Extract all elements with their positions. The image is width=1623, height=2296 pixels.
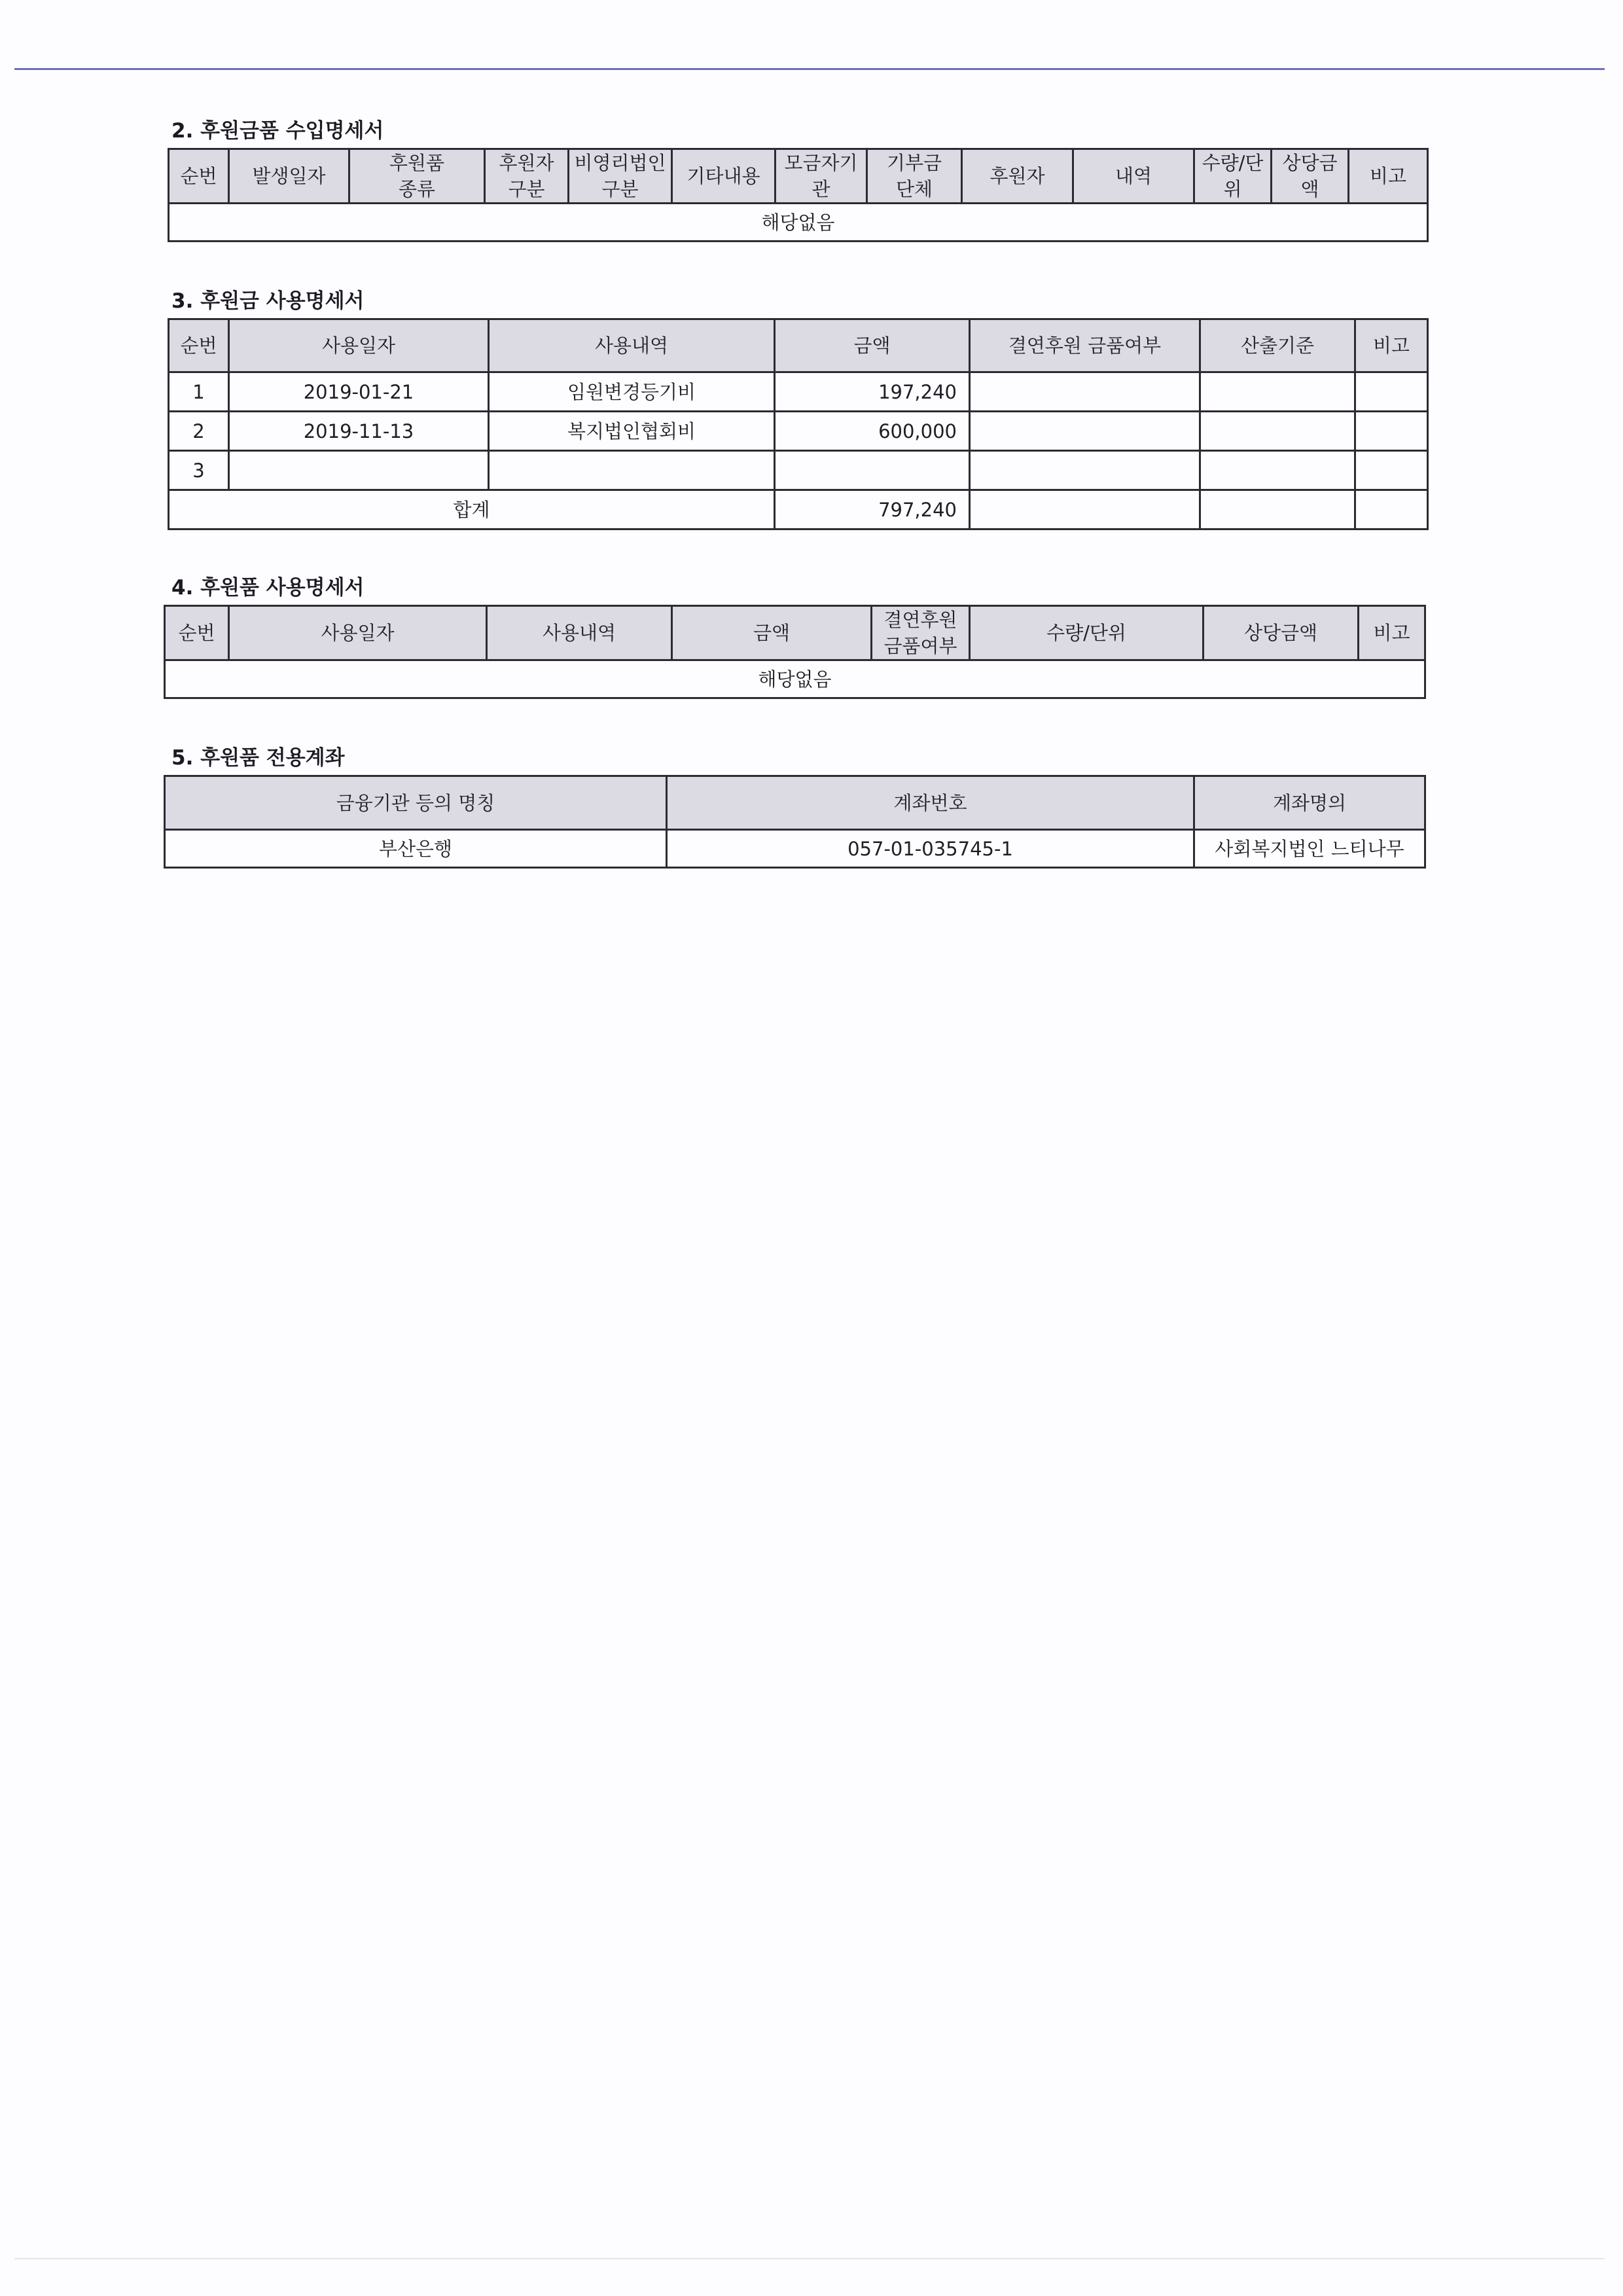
col-header: 사용내역 <box>489 319 775 372</box>
section-dedicated-account <box>164 738 1427 876</box>
table-row <box>169 412 1428 451</box>
account-holder: 사회복지법인 느티나무 <box>1194 830 1425 868</box>
total-label: 합계 <box>169 490 775 529</box>
calc-basis <box>1200 451 1355 490</box>
col-header: 기타내용 <box>672 149 776 204</box>
usage-amount <box>775 451 970 490</box>
col-header: 발생일자 <box>229 149 349 204</box>
col-header: 순번 <box>169 319 229 372</box>
bottom-rule <box>14 2258 1605 2259</box>
col-header: 결연후원 금품여부 <box>872 606 970 660</box>
goods-usage-table <box>164 605 1426 699</box>
section-title: 3. 후원금 사용명세서 <box>171 289 365 313</box>
col-header: 후원자 <box>962 149 1073 204</box>
col-header: 비고 <box>1359 606 1425 660</box>
row-number: 1 <box>169 372 229 412</box>
col-header: 계좌번호 <box>667 776 1194 830</box>
account-number: 057-01-035745-1 <box>667 830 1194 868</box>
donation-usage-table <box>168 318 1429 530</box>
note <box>1355 372 1428 412</box>
usage-amount: 197,240 <box>775 372 970 412</box>
col-header: 상당금 액 <box>1272 149 1349 204</box>
dedicated-account-table <box>164 775 1426 869</box>
section-donation-usage <box>164 281 1427 530</box>
col-header: 수량/단위 <box>970 606 1204 660</box>
col-header: 결연후원 금품여부 <box>970 319 1200 372</box>
col-header: 계좌명의 <box>1194 776 1425 830</box>
empty-notice: 해당없음 <box>169 204 1428 242</box>
usage-date: 2019-01-21 <box>229 372 489 412</box>
calc-basis <box>1200 372 1355 412</box>
col-header: 후원품 종류 <box>349 149 485 204</box>
usage-date <box>229 451 489 490</box>
empty-cell <box>970 490 1200 529</box>
section-donation-income <box>164 111 1427 249</box>
col-header: 기부금 단체 <box>867 149 962 204</box>
table-row <box>169 451 1428 490</box>
empty-cell <box>1200 490 1355 529</box>
bank-name: 부산은행 <box>165 830 667 868</box>
col-header: 사용일자 <box>229 606 487 660</box>
usage-desc: 임원변경등기비 <box>489 372 775 412</box>
col-header: 비고 <box>1349 149 1428 204</box>
col-header: 금액 <box>672 606 872 660</box>
col-header: 순번 <box>165 606 229 660</box>
col-header: 모금자기 관 <box>776 149 867 204</box>
section-title: 5. 후원품 전용계좌 <box>171 746 345 770</box>
sponsored-flag <box>970 451 1200 490</box>
table-row <box>165 830 1425 868</box>
col-header: 수량/단 위 <box>1194 149 1272 204</box>
note <box>1355 412 1428 451</box>
sponsored-flag <box>970 412 1200 451</box>
usage-amount: 600,000 <box>775 412 970 451</box>
empty-notice: 해당없음 <box>165 660 1425 698</box>
col-header: 사용내역 <box>487 606 672 660</box>
total-row <box>169 490 1428 529</box>
section-goods-usage <box>164 568 1427 706</box>
note <box>1355 451 1428 490</box>
col-header: 금액 <box>775 319 970 372</box>
total-amount: 797,240 <box>775 490 970 529</box>
usage-desc: 복지법인협회비 <box>489 412 775 451</box>
top-rule <box>14 68 1605 70</box>
row-number: 3 <box>169 451 229 490</box>
col-header: 순번 <box>169 149 229 204</box>
col-header: 후원자 구분 <box>485 149 569 204</box>
sponsored-flag <box>970 372 1200 412</box>
empty-cell <box>1355 490 1428 529</box>
calc-basis <box>1200 412 1355 451</box>
col-header: 비영리법인 구분 <box>569 149 672 204</box>
row-number: 2 <box>169 412 229 451</box>
col-header: 금융기관 등의 명칭 <box>165 776 667 830</box>
col-header: 사용일자 <box>229 319 489 372</box>
col-header: 비고 <box>1355 319 1428 372</box>
section-title: 2. 후원금품 수입명세서 <box>171 119 384 143</box>
col-header: 산출기준 <box>1200 319 1355 372</box>
usage-desc <box>489 451 775 490</box>
usage-date: 2019-11-13 <box>229 412 489 451</box>
section-title: 4. 후원품 사용명세서 <box>171 576 365 600</box>
table-row <box>169 372 1428 412</box>
col-header: 상당금액 <box>1204 606 1359 660</box>
donation-income-table <box>168 148 1429 242</box>
col-header: 내역 <box>1073 149 1194 204</box>
